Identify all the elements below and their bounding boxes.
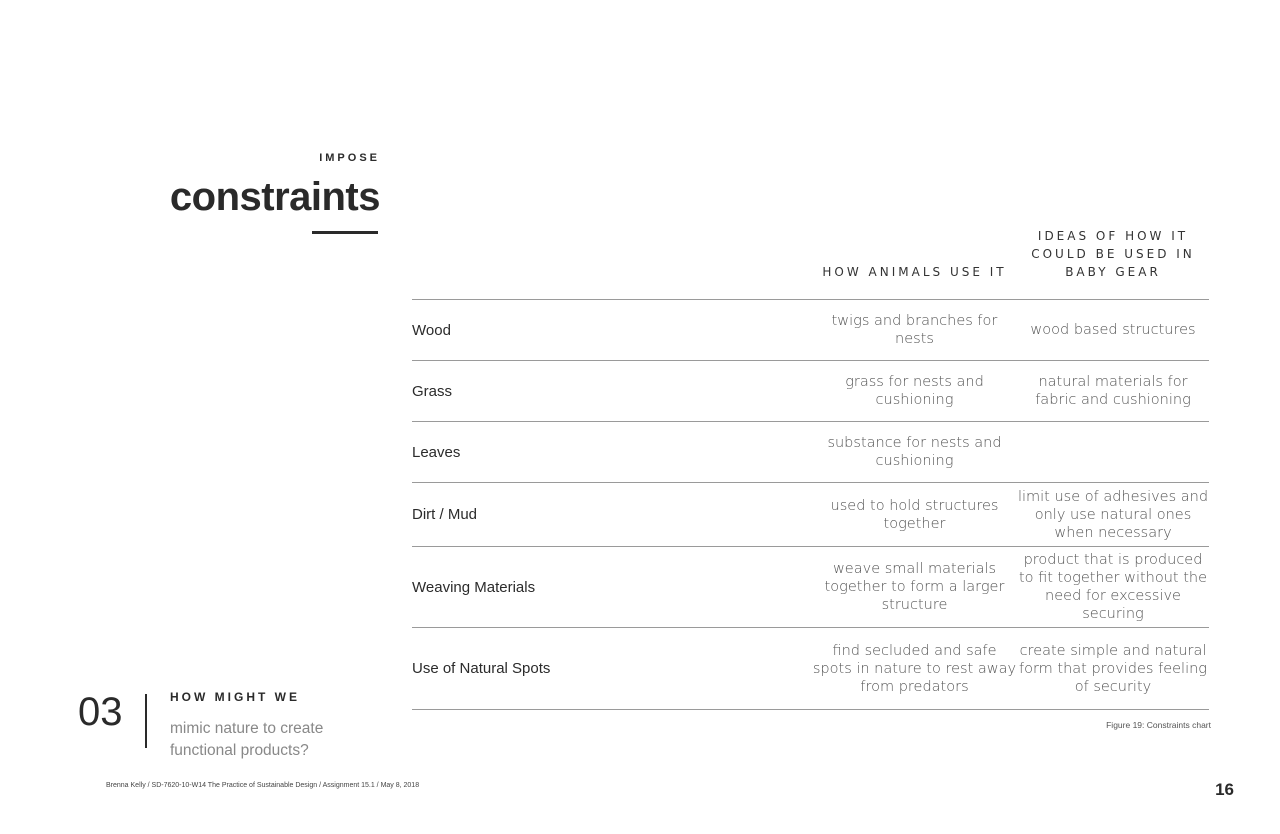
row-ideas: limit use of adhesives and only use natural ones when necessary xyxy=(1017,488,1209,541)
table-row xyxy=(412,422,1209,483)
row-animals: used to hold structures together xyxy=(830,497,999,532)
figure-caption: Figure 19: Constraints chart xyxy=(1106,720,1211,730)
row-name: Dirt / Mud xyxy=(412,506,478,523)
table-row xyxy=(412,361,1209,422)
constraints-table xyxy=(412,226,1209,710)
section-question: mimic nature to create functional products? xyxy=(170,720,324,759)
table-row xyxy=(412,547,1209,628)
header-how-animals: HOW ANIMALS USE IT xyxy=(822,265,1007,279)
footer-credit: Brenna Kelly / SD-7620-10-W14 The Practice of Sustainable Design / Assignment 15.1 / May 8, 2018 xyxy=(106,782,420,789)
row-animals: weave small materials together to form a larger structure xyxy=(824,561,1005,613)
table-header xyxy=(412,226,1209,300)
section-divider xyxy=(145,694,147,748)
row-ideas: wood based structures xyxy=(1030,322,1196,338)
row-ideas: create simple and natural form that provides feeling of security xyxy=(1019,642,1207,695)
row-name: Use of Natural Spots xyxy=(412,660,551,677)
row-name: Weaving Materials xyxy=(412,578,536,596)
row-name: Wood xyxy=(412,321,451,339)
header-ideas: IDEAS OF HOW IT COULD BE USED IN BABY GEAR xyxy=(1031,229,1195,279)
row-animals: grass for nests and cushioning xyxy=(845,374,984,408)
page-number: 16 xyxy=(1215,780,1234,799)
row-animals: substance for nests and cushioning xyxy=(827,435,1002,469)
section-kicker: IMPOSE xyxy=(319,152,380,164)
row-animals: find secluded and safe spots in nature to rest away from predators xyxy=(812,642,1017,695)
row-ideas: product that is produced to fit together without the need for excessive securing xyxy=(1018,552,1208,622)
page-title: constraints xyxy=(169,175,380,219)
table-row xyxy=(412,300,1209,361)
section-number: 03 xyxy=(78,690,123,734)
table-row xyxy=(412,483,1209,547)
title-underline xyxy=(312,231,378,234)
table-row xyxy=(412,628,1209,710)
row-ideas: natural materials for fabric and cushioning xyxy=(1035,374,1191,408)
row-animals: twigs and branches for nests xyxy=(831,313,998,347)
row-name: Grass xyxy=(412,382,453,400)
section-heading: HOW MIGHT WE xyxy=(170,690,300,704)
row-name: Leaves xyxy=(412,443,461,461)
